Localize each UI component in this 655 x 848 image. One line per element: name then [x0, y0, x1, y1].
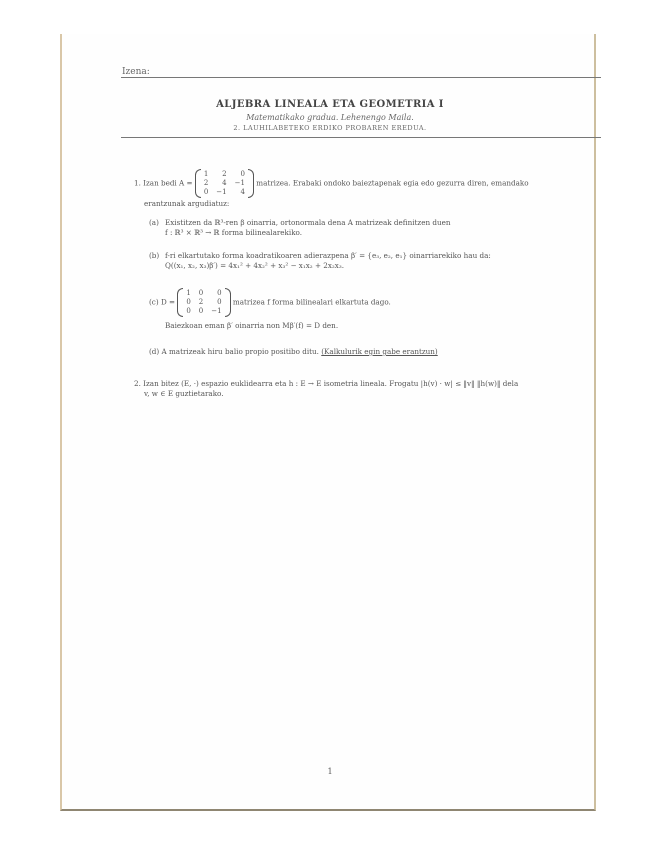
part-c-label: (c): [149, 297, 159, 307]
part-b-line1: f-ri elkartutako forma koadratikoaren adierazpena β′ = {e₃, e₂, e₁} oinarriarekiko hau da:: [165, 251, 491, 260]
part-c-post: matrizea f forma bilinealari elkartuta dago.: [232, 297, 391, 307]
course-title: ALJEBRA LINEALA ETA GEOMETRIA I: [216, 99, 444, 110]
question-number: 1.: [134, 178, 141, 188]
part-b-line2: Q((x₁, x₂, x₃)β′) = 4x₁² + 4x₂² + x₃² − x₁x₂ + 2x₂x₃.: [165, 261, 344, 270]
question-2: [134, 379, 518, 389]
part-c-line2: Baiezkoan eman β′ oinarria non Mβ′(f) = D den.: [165, 321, 339, 330]
exam-page: [60, 34, 596, 811]
header-divider: [121, 137, 601, 138]
exam-type: 2. LAUHILABETEKO ERDIKO PROBAREN EREDUA.: [233, 124, 427, 132]
question-1-intro-line2: erantzunak argudiatuz:: [144, 199, 230, 208]
part-d-label: (d): [149, 347, 160, 356]
part-d-line1: A matrizeak hiru balio propio positibo ditu.: [161, 347, 319, 356]
part-a-label: (a): [149, 218, 159, 227]
part-c: [149, 289, 391, 316]
part-a-line2: f : ℝ³ × ℝ³ → ℝ forma bilinealarekiko.: [165, 228, 303, 237]
question-number: 2.: [134, 379, 141, 388]
name-field-label: Izena:: [122, 67, 150, 77]
page-number: 1: [327, 767, 333, 776]
matrix-a: 1 2 0 2 4 −1 0 −1 4: [195, 170, 254, 197]
question-intro-post: matrizea. Erabaki ondoko baieztapenak egia edo gezurra diren, emandako: [256, 178, 529, 188]
part-d: [149, 347, 438, 357]
part-d-note: (Kalkulurik egin gabe erantzun): [321, 347, 438, 356]
question-2-line2: v, w ∈ E guztietarako.: [144, 389, 224, 398]
matrix-d: 1 0 0 0 2 0 0 0 −1: [177, 289, 230, 316]
course-subtitle: Matematikako gradua. Lehenengo Maila.: [246, 113, 414, 122]
question-intro-pre: Izan bedi A =: [143, 178, 193, 188]
part-c-pre: D =: [160, 297, 176, 307]
part-b-label: (b): [149, 251, 160, 260]
question-2-line1: Izan bitez (E, ·) espazio euklidearra eta h : E → E isometria lineala. Frogatu |h(v) · w| ≤ ‖v‖ ‖h(w)‖ dela: [143, 379, 519, 388]
part-a-line1: Existitzen da ℝ³-ren β oinarria, ortonormala dena A matrizeak definitzen duen: [165, 218, 451, 227]
question-1: [134, 170, 529, 197]
name-field-line: [121, 77, 601, 78]
